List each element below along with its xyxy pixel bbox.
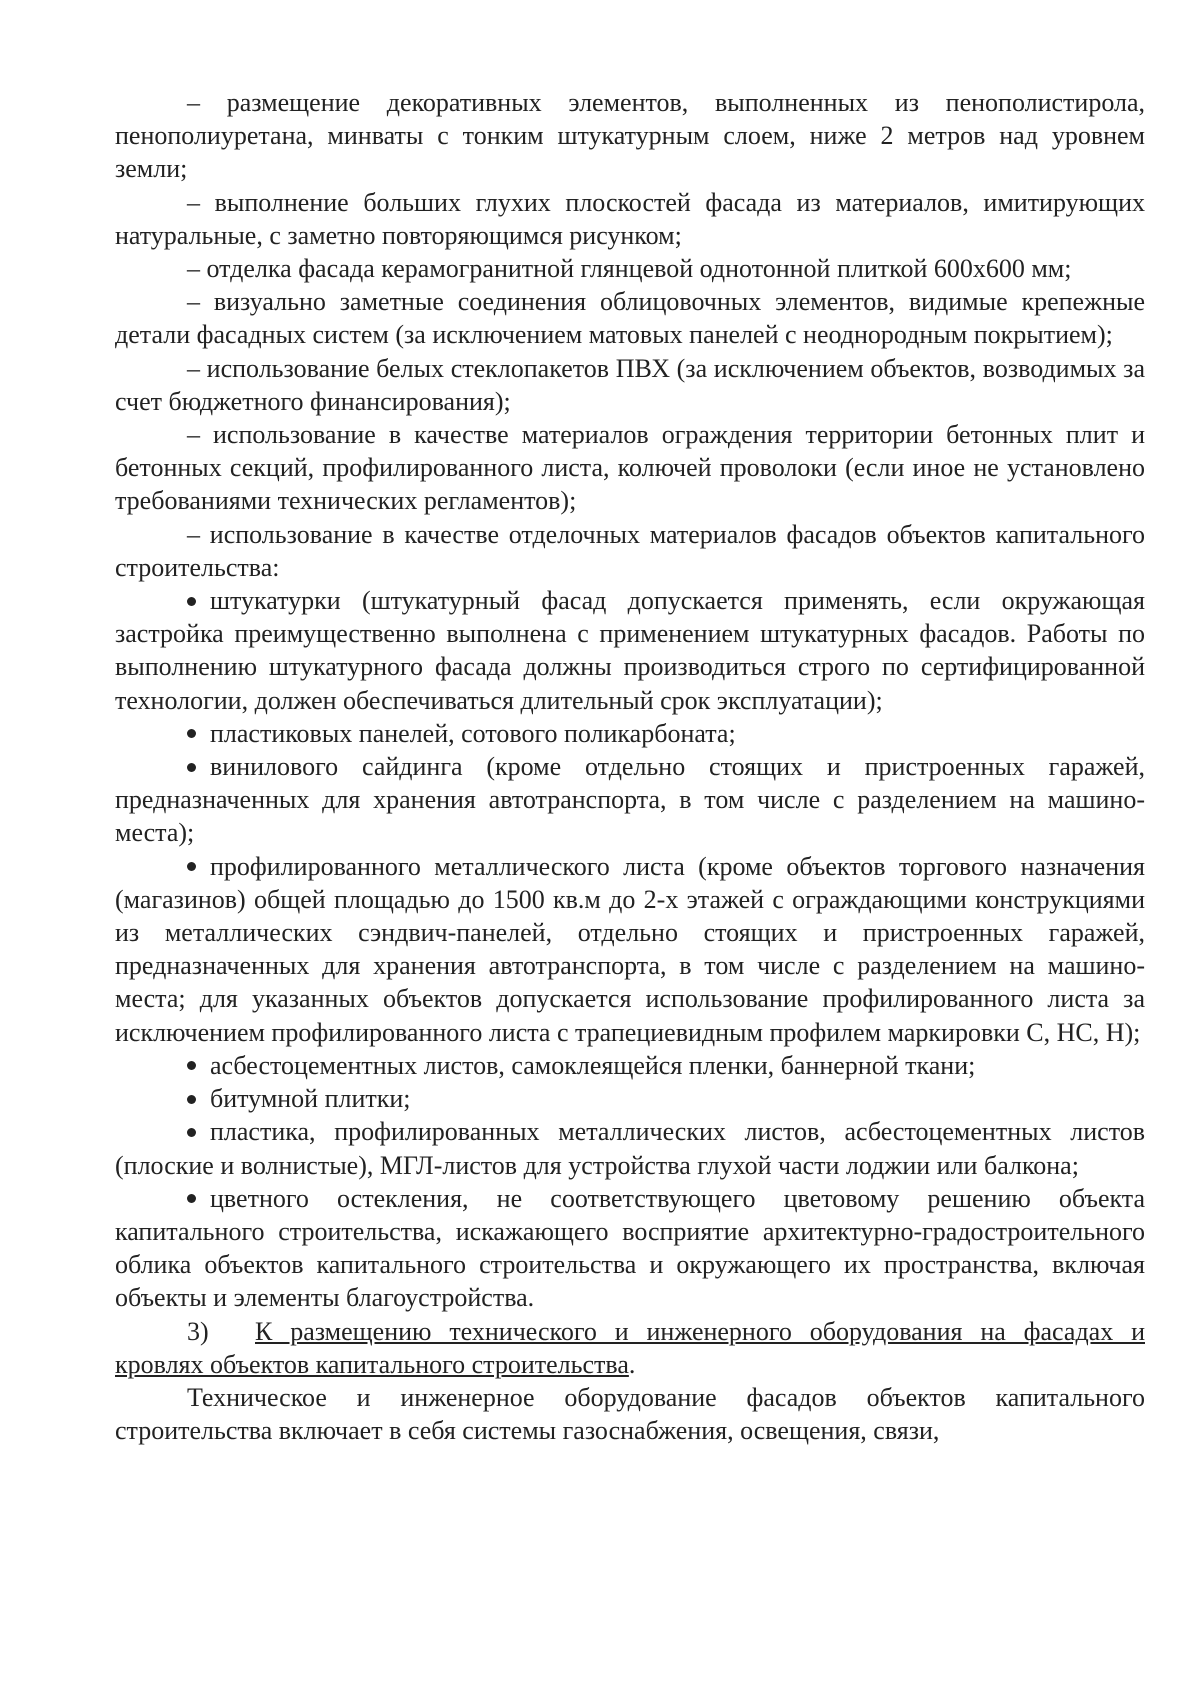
bullet-dot-icon — [187, 1194, 196, 1203]
bullet-dot-icon — [187, 1128, 196, 1137]
dash-item: – размещение декоративных элементов, выполненных из пенополистирола, пенополиуретана, минваты с тонким штукатурным слоем, ниже 2 метров над уровнем земли; — [115, 88, 1145, 184]
bullet-item — [115, 1049, 1145, 1082]
bullet-dot-icon — [187, 862, 196, 871]
section-number: 3) — [187, 1316, 209, 1346]
dash-item: – выполнение больших глухих плоскостей фасада из материалов, имитирующих натуральные, с заметно повторяющимся рисунком; — [115, 187, 1145, 250]
section-title-end: . — [628, 1349, 636, 1379]
final-paragraph: Техническое и инженерное оборудование фасадов объектов капитального строительства включает в себя системы газоснабжения, освещения, связи, — [115, 1382, 1145, 1446]
bullet-item — [115, 850, 1145, 1049]
dash-item: – визуально заметные соединения облицовочных элементов, видимые крепежные детали фасадных систем (за исключением матовых панелей с неоднородным покрытием); — [115, 287, 1145, 350]
bullet-item-text: асбестоцементных листов, самоклеящейся пленки, баннерной ткани; — [210, 1050, 976, 1080]
bullet-item-text: пластиковых панелей, сотового поликарбоната; — [210, 718, 736, 748]
section-title: К размещению технического и инженерного оборудования на фасадах и кровлях объектов капитального строительства — [115, 1316, 1145, 1379]
bullet-item-text: битумной плитки; — [210, 1084, 411, 1114]
bullet-item-text: штукатурки (штукатурный фасад допускается применять, если окружающая застройка преимущественно выполнена с применением штукатурных фасадов. Работы по выполнению штукатурного фасада должны производиться строго по сертифицированной технологии, должен обеспечиваться длительный срок эксплуатации); — [115, 586, 1145, 715]
bullet-dot-icon — [187, 1061, 196, 1070]
bullet-item-text: профилированного металлического листа (кроме объектов торгового назначения (магазинов) общей площадью до 1500 кв.м до 2-х этажей с ограждающими конструкциями из металлических сэндвич-панелей, отдельно стоящих и пристроенных гаражей, предназначенных для хранения автотранспорта, в том числе с разделением на машино-места; для указанных объектов допускается использование профилированного листа за исключением профилированного листа с трапециевидным профилем маркировки С, НС, Н); — [115, 851, 1145, 1047]
dash-item: – отделка фасада керамогранитной глянцевой однотонной плиткой 600х600 мм; — [187, 254, 1072, 284]
bullet-dot-icon — [187, 729, 196, 738]
document-page — [115, 86, 1145, 1447]
bullet-item-text: винилового сайдинга (кроме отдельно стоящих и пристроенных гаражей, предназначенных для хранения автотранспорта, в том числе с разделением на машино-места); — [115, 752, 1145, 848]
bullet-item — [115, 1115, 1145, 1181]
bullet-item — [115, 1182, 1145, 1315]
bullet-item — [115, 717, 1145, 750]
bullet-item — [115, 1082, 1145, 1115]
dash-item: – использование в качестве материалов ограждения территории бетонных плит и бетонных секций, профилированного листа, колючей проволоки (если иное не установлено требованиями технических регламентов); — [115, 420, 1145, 516]
section-heading — [115, 1315, 1145, 1381]
bullet-item — [115, 750, 1145, 850]
bullet-dot-icon — [187, 763, 196, 772]
bullet-dot-icon — [187, 597, 196, 606]
bullet-item-text: цветного остекления, не соответствующего цветовому решению объекта капитального строительства, искажающего восприятие архитектурно-градостроительного облика объектов капитального строительства и окружающего их пространства, включая объекты и элементы благоустройства. — [115, 1183, 1145, 1313]
bullet-item-text: пластика, профилированных металлических листов, асбестоцементных листов (плоские и волнистые), МГЛ-листов для устройства глухой части лоджии или балкона; — [115, 1117, 1145, 1180]
dash-item: – использование белых стеклопакетов ПВХ (за исключением объектов, возводимых за счет бюджетного финансирования); — [115, 353, 1145, 416]
bullet-dot-icon — [187, 1095, 196, 1104]
dash-item: – использование в качестве отделочных материалов фасадов объектов капитального строительства: — [115, 519, 1145, 582]
bullet-item — [115, 584, 1145, 717]
